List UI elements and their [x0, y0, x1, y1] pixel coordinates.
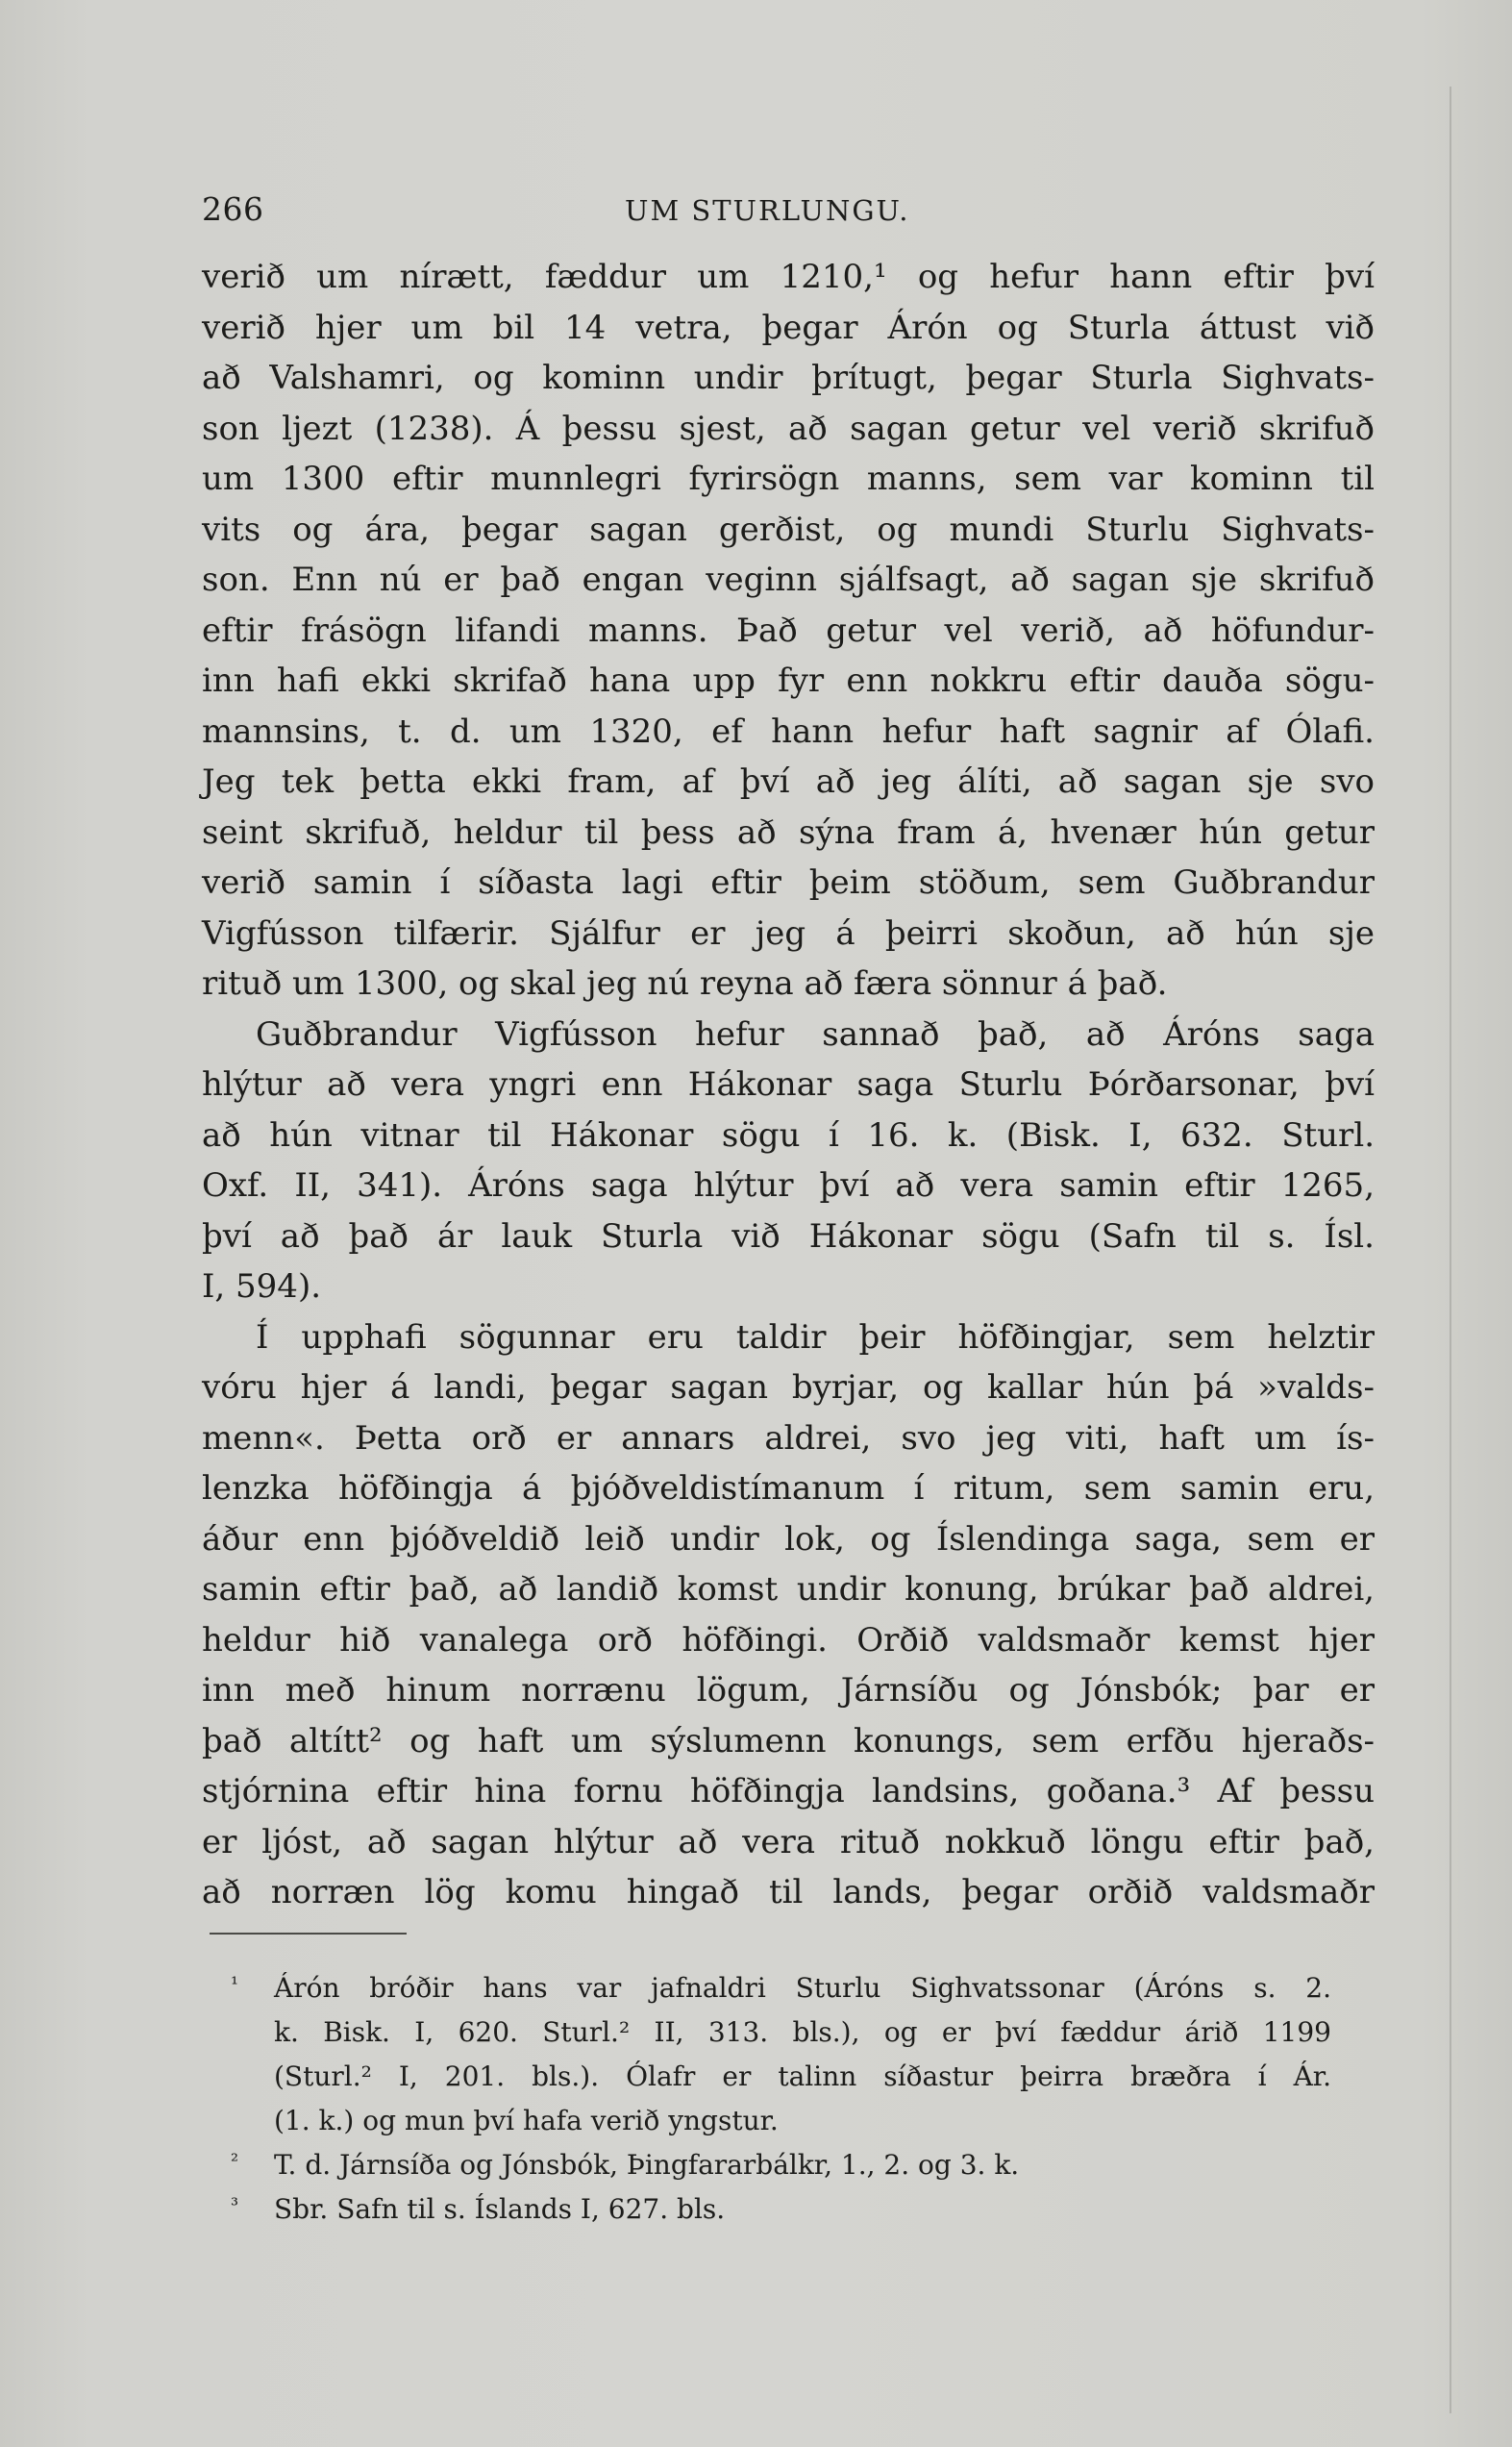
footnote-line [231, 2187, 1331, 2232]
text-line: son. Enn nú er það engan veginn sjálfsagt, að sagan sje skrifuð [202, 561, 1375, 599]
footnote-rule [210, 1933, 407, 1935]
text-line: því að það ár lauk Sturla við Hákonar sögu (Safn til s. Ísl. [202, 1216, 1375, 1256]
footnote-marker: ¹ [231, 1972, 239, 1995]
body-text [202, 252, 1375, 1918]
text-line: inn með hinum norrænu lögum, Járnsíðu og Jónsbók; þar er [202, 1671, 1375, 1710]
text-line: að hún vitnar til Hákonar sögu í 16. k. (Bisk. I, 632. Sturl. [202, 1115, 1375, 1155]
text-line: vóru hjer á landi, þegar sagan byrjar, og kallar hún þá »valds- [202, 1368, 1375, 1407]
footnote-text: Árón bróðir hans var jafnaldri Sturlu Sighvatssonar (Áróns s. 2. [274, 1972, 1331, 2004]
text-line: Jeg tek þetta ekki fram, af því að jeg álíti, að sagan sje svo [202, 762, 1375, 801]
page-header [202, 190, 1375, 238]
text-line: lenzka höfðingja á þjóðveldistímanum í ritum, sem samin eru, [202, 1469, 1375, 1508]
text-line: vits og ára, þegar sagan gerðist, og mundi Sturlu Sighvats- [202, 510, 1375, 549]
running-head: UM STURLUNGU. [625, 194, 910, 227]
text-line: eftir frásögn lifandi manns. Það getur vel verið, að höfundur- [202, 611, 1375, 650]
text-line: samin eftir það, að landið komst undir konung, brúkar það aldrei, [202, 1570, 1375, 1609]
footnote-line [231, 1966, 1331, 2010]
footnote-line: k. Bisk. I, 620. Sturl.² II, 313. bls.), og er því fæddur árið 1199 [274, 2016, 1331, 2048]
text-line: er ljóst, að sagan hlýtur að vera rituð nokkuð löngu eftir það, [202, 1822, 1375, 1861]
text-line: mannsins, t. d. um 1320, ef hann hefur haft sagnir af Ólafi. [202, 712, 1375, 751]
footnote-line [231, 2143, 1331, 2187]
page-number: 266 [202, 190, 264, 228]
text-line: um 1300 eftir munnlegri fyrirsögn manns, sem var kominn til [202, 460, 1375, 498]
text-line: Oxf. II, 341). Áróns saga hlýtur því að vera samin eftir 1265, [202, 1166, 1375, 1205]
text-line: seint skrifuð, heldur til þess að sýna fram á, hvenær hún getur [202, 812, 1375, 852]
text-line: að norræn lög komu hingað til lands, þegar orðið valdsmaðr [202, 1873, 1375, 1911]
footnote-marker: ² [231, 2149, 239, 2172]
footnote-line: (1. k.) og mun því hafa verið yngstur. [274, 2105, 779, 2136]
footnote-line: (Sturl.² I, 201. bls.). Ólafr er talinn síðastur þeirra bræðra í Ár. [274, 2060, 1331, 2092]
text-line: son ljezt (1238). Á þessu sjest, að sagan getur vel verið skrifuð [202, 409, 1375, 448]
text-line: verið hjer um bil 14 vetra, þegar Árón og Sturla áttust við [202, 308, 1375, 347]
text-line: Guðbrandur Vigfússon hefur sannað það, að Áróns saga [256, 1014, 1375, 1054]
page-edge [1450, 87, 1451, 2413]
footnote-marker: ³ [231, 2193, 239, 2216]
text-line: það altítt² og haft um sýslumenn konungs, sem erfðu hjeraðs- [202, 1721, 1375, 1760]
footnotes [231, 1966, 1331, 2232]
footnote-text: T. d. Járnsíða og Jónsbók, Þingfararbálkr, 1., 2. og 3. k. [274, 2149, 1020, 2181]
text-line: áður enn þjóðveldið leið undir lok, og Íslendinga saga, sem er [202, 1519, 1375, 1559]
text-line: Vigfússon tilfærir. Sjálfur er jeg á þeirri skoðun, að hún sje [202, 913, 1375, 953]
text-line: I, 594). [202, 1267, 322, 1306]
text-line: menn«. Þetta orð er annars aldrei, svo jeg viti, haft um ís- [202, 1418, 1375, 1458]
text-line: Í upphafi sögunnar eru taldir þeir höfðingjar, sem helztir [256, 1317, 1375, 1357]
text-line: verið samin í síðasta lagi eftir þeim stöðum, sem Guðbrandur [202, 863, 1375, 902]
text-line: að Valshamri, og kominn undir þrítugt, þegar Sturla Sighvats- [202, 359, 1375, 397]
text-line: stjórnina eftir hina fornu höfðingja landsins, goðana.³ Af þessu [202, 1772, 1375, 1810]
text-line: inn hafi ekki skrifað hana upp fyr enn nokkru eftir dauða sögu- [202, 662, 1375, 700]
text-line: rituð um 1300, og skal jeg nú reyna að færa sönnur á það. [202, 964, 1168, 1003]
footnote-text: Sbr. Safn til s. Íslands I, 627. bls. [274, 2193, 726, 2225]
text-line: verið um nírætt, fæddur um 1210,¹ og hefur hann eftir því [202, 258, 1375, 296]
text-line: hlýtur að vera yngri enn Hákonar saga Sturlu Þórðarsonar, því [202, 1065, 1375, 1104]
text-line: heldur hið vanalega orð höfðingi. Orðið valdsmaðr kemst hjer [202, 1620, 1375, 1660]
